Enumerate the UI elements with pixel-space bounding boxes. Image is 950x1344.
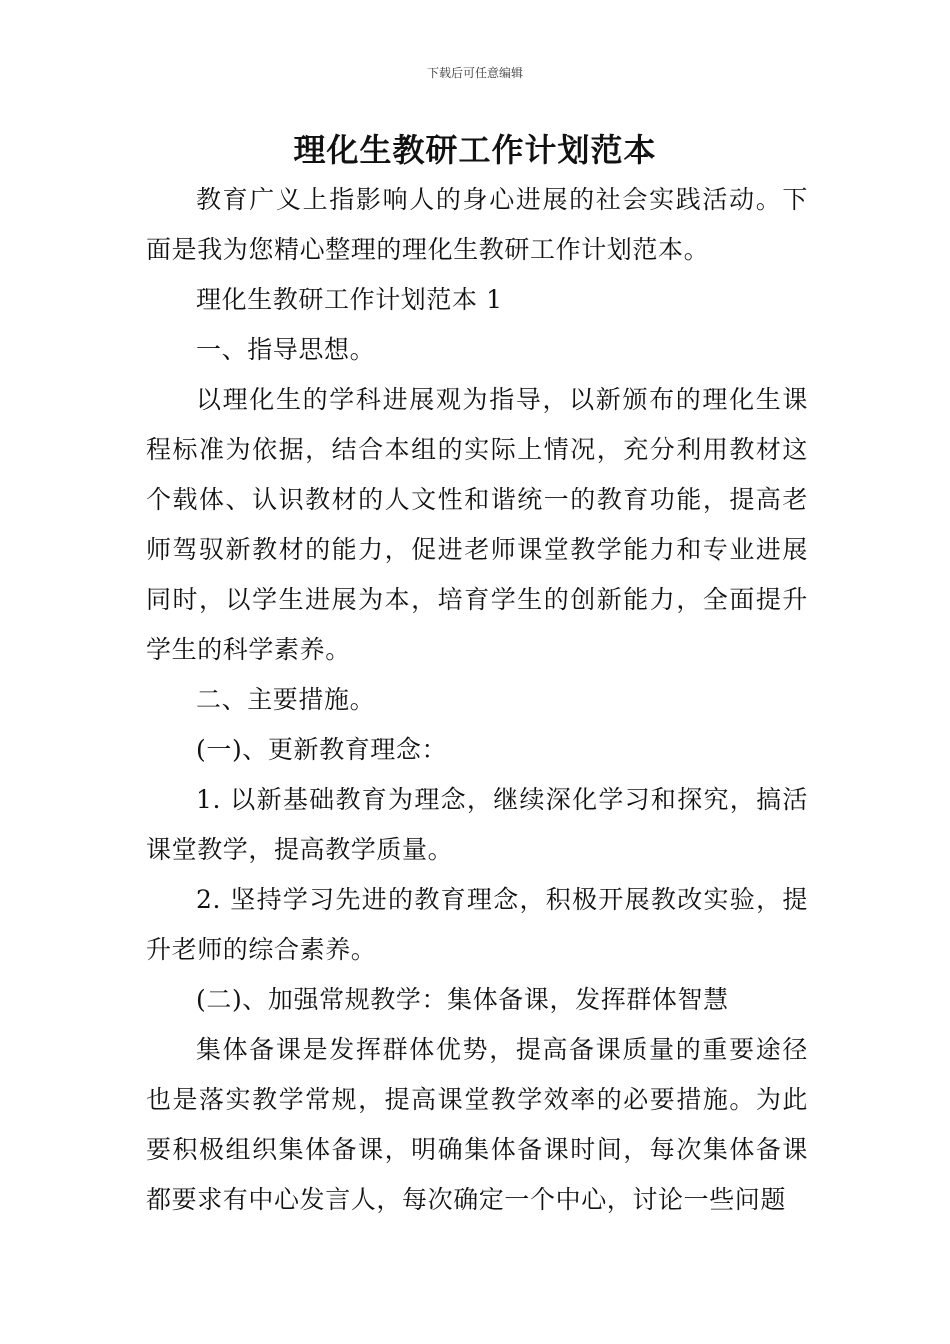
heading-guiding-thought: 一、指导思想。 [196, 335, 376, 364]
paragraph-intro: 教育广义上指影响人的身心进展的社会实践活动。下面是我为您精心整理的理化生教研工作计划范本。 [146, 185, 808, 264]
document-body [146, 175, 808, 1225]
heading-update-concepts: (一)、更新教育理念： [196, 735, 448, 764]
list-item-2: 2. 坚持学习先进的教育理念，积极开展教改实验，提升老师的综合素养。 [146, 885, 808, 964]
paragraph-collective-prep: 集体备课是发挥群体优势，提高备课质量的重要途径也是落实教学常规，提高课堂教学效率的必要措施。为此要积极组织集体备课，明确集体备课时间，每次集体备课都要求有中心发言人，每次确定一个中心，讨论一些问题 [146, 1035, 808, 1214]
header-note: 下载后可任意编辑 [426, 66, 523, 80]
paragraph-subtitle: 理化生教研工作计划范本 1 [196, 285, 503, 314]
list-item-1: 1. 以新基础教育为理念，继续深化学习和探究，搞活课堂教学，提高教学质量。 [146, 785, 808, 864]
heading-main-measures: 二、主要措施。 [196, 685, 376, 714]
document-title: 理化生教研工作计划范本 [293, 131, 657, 169]
heading-routine-teaching: (二)、加强常规教学：集体备课，发挥群体智慧 [196, 985, 729, 1014]
paragraph-guiding-thought: 以理化生的学科进展观为指导，以新颁布的理化生课程标准为依据，结合本组的实际上情况，充分利用教材这个载体、认识教材的人文性和谐统一的教育功能，提高老师驾驭新教材的能力，促进老师课堂教学能力和专业进展同时，以学生进展为本，培育学生的创新能力，全面提升学生的科学素养。 [146, 385, 808, 664]
